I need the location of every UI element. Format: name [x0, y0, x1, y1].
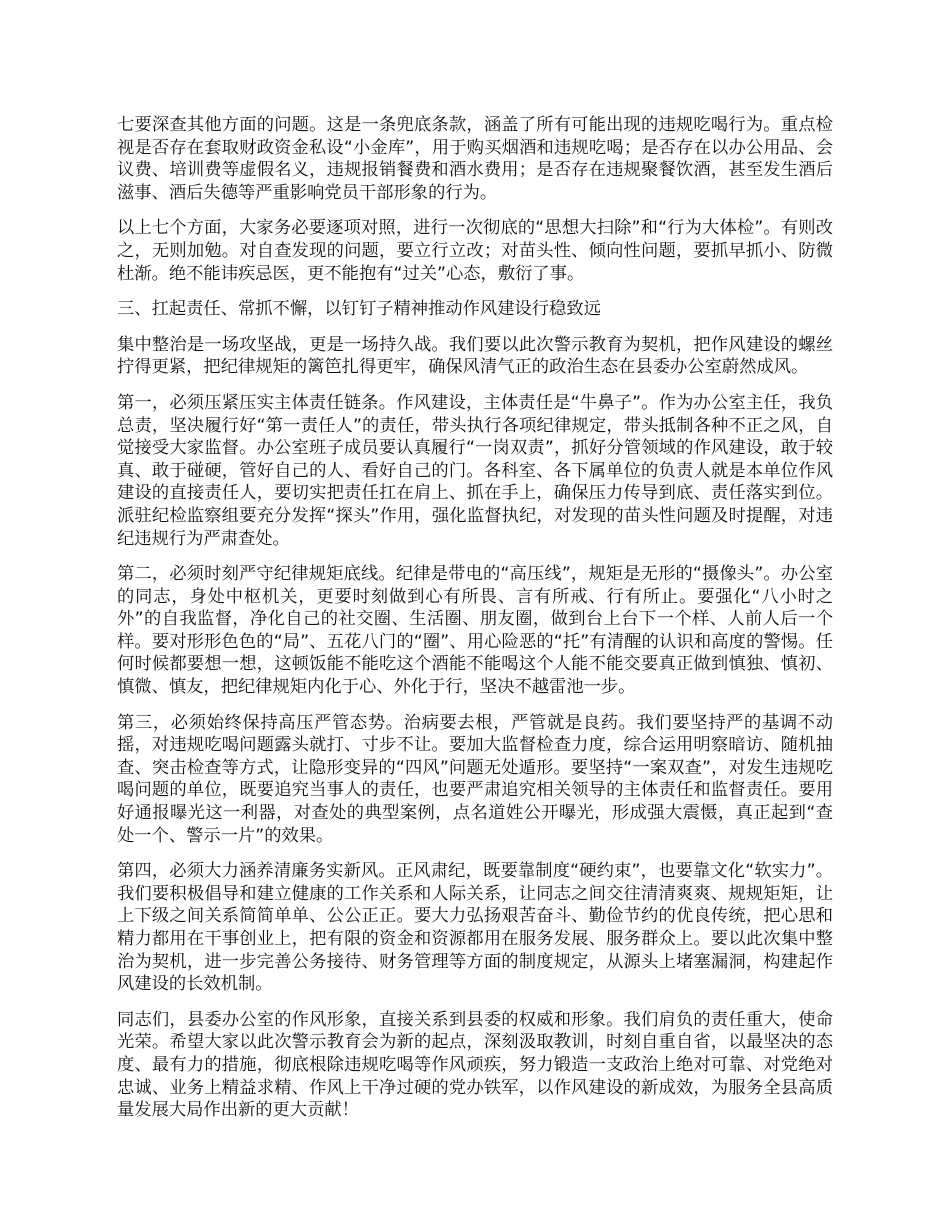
paragraph-third: 第三，必须始终保持高压严管态势。治病要去根，严管就是良药。我们要坚持严的基调不动摇，对违规吃喝问题露头就打、寸步不让。要加大监督检查力度，综合运用明察暗访、随机抽查、突击检查等方式，让隐形变异的“四风”问题无处遁形。要坚持“一案双查”，对发生违规吃喝问题的单位，既要追究当事人的责任，也要严肃追究相关领导的主体责任和监督责任。要用好通报曝光这一利器，对查处的典型案例，点名道姓公开曝光，形成强大震慑，真正起到“查处一个、警示一片”的效果。 — [117, 712, 833, 846]
section-heading-three: 三、扛起责任、常抓不懈，以钉钉子精神推动作风建设行稳致远 — [117, 299, 601, 320]
paragraph-first: 第一，必须压紧压实主体责任链条。作风建设，主体责任是“牛鼻子”。作为办公室主任，我负总责，坚决履行好“第一责任人”的责任，带头执行各项纪律规定，带头抵制各种不正之风，自觉接受大家监督。办公室班子成员要认真履行“一岗双责”，抓好分管领域的作风建设，敢于较真、敢于碰硬，管好自己的人、看好自己的门。各科室、各下属单位的负责人就是本单位作风建设的直接责任人，要切实把责任扛在肩上、抓在手上，确保压力传导到底、责任落实到位。派驻纪检监察组要充分发挥“探头”作用，强化监督执纪，对发现的苗头性问题及时提醒，对违纪违规行为严肃查处。 — [117, 392, 833, 549]
paragraph-summary: 以上七个方面，大家务必要逐项对照，进行一次彻底的“思想大扫除”和“行为大体检”。有则改之，无则加勉。对自查发现的问题，要立行立改；对苗头性、倾向性问题，要抓早抓小、防微杜渐。绝不能讳疾忌医，更不能抱有“过关”心态，敷衍了事。 — [117, 218, 833, 284]
paragraph-intro: 集中整治是一场攻坚战，更是一场持久战。我们要以此次警示教育为契机，把作风建设的螺丝拧得更紧，把纪律规矩的篱笆扎得更牢，确保风清气正的政治生态在县委办公室蔚然成风。 — [117, 334, 833, 378]
document-body — [117, 114, 833, 1135]
paragraph-closing: 同志们，县委办公室的作风形象，直接关系到县委的权威和形象。我们肩负的责任重大，使命光荣。希望大家以此次警示教育会为新的起点，深刻汲取教训，时刻自重自省，以最坚决的态度、最有力的措施，彻底根除违规吃喝等作风顽疾，努力锻造一支政治上绝对可靠、对党绝对忠诚、业务上精益求精、作风上干净过硬的党办铁军，以作风建设的新成效，为服务全县高质量发展大局作出新的更大贡献！ — [117, 1009, 833, 1121]
paragraph-second: 第二，必须时刻严守纪律规矩底线。纪律是带电的“高压线”，规矩是无形的“摄像头”。办公室的同志，身处中枢机关，更要时刻做到心有所畏、言有所戒、行有所止。要强化“八小时之外”的自我监督，净化自己的社交圈、生活圈、朋友圈，做到台上台下一个样、人前人后一个样。要对形形色色的“局”、五花八门的“圈”、用心险恶的“托”有清醒的认识和高度的警惕。任何时候都要想一想，这顿饭能不能吃这个酒能不能喝这个人能不能交要真正做到慎独、慎初、慎微、慎友，把纪律规矩内化于心、外化于行，坚决不越雷池一步。 — [117, 564, 833, 698]
paragraph-fourth: 第四，必须大力涵养清廉务实新风。正风肃纪，既要靠制度“硬约束”，也要靠文化“软实力”。我们要积极倡导和建立健康的工作关系和人际关系，让同志之间交往清清爽爽、规规矩矩，让上下级之间关系简简单单、公公正正。要大力弘扬艰苦奋斗、勤俭节约的优良传统，把心思和精力都用在干事创业上，把有限的资金和资源都用在服务发展、服务群众上。要以此次集中整治为契机，进一步完善公务接待、财务管理等方面的制度规定，从源头上堵塞漏洞，构建起作风建设的长效机制。 — [117, 861, 833, 995]
paragraph-item-seven: 七要深查其他方面的问题。这是一条兜底条款，涵盖了所有可能出现的违规吃喝行为。重点检视是否存在套取财政资金私设“小金库”，用于购买烟酒和违规吃喝；是否存在以办公用品、会议费、培训费等虚假名义，违规报销餐费和酒水费用；是否存在违规聚餐饮酒，甚至发生酒后滋事、酒后失德等严重影响党员干部形象的行为。 — [117, 115, 833, 203]
